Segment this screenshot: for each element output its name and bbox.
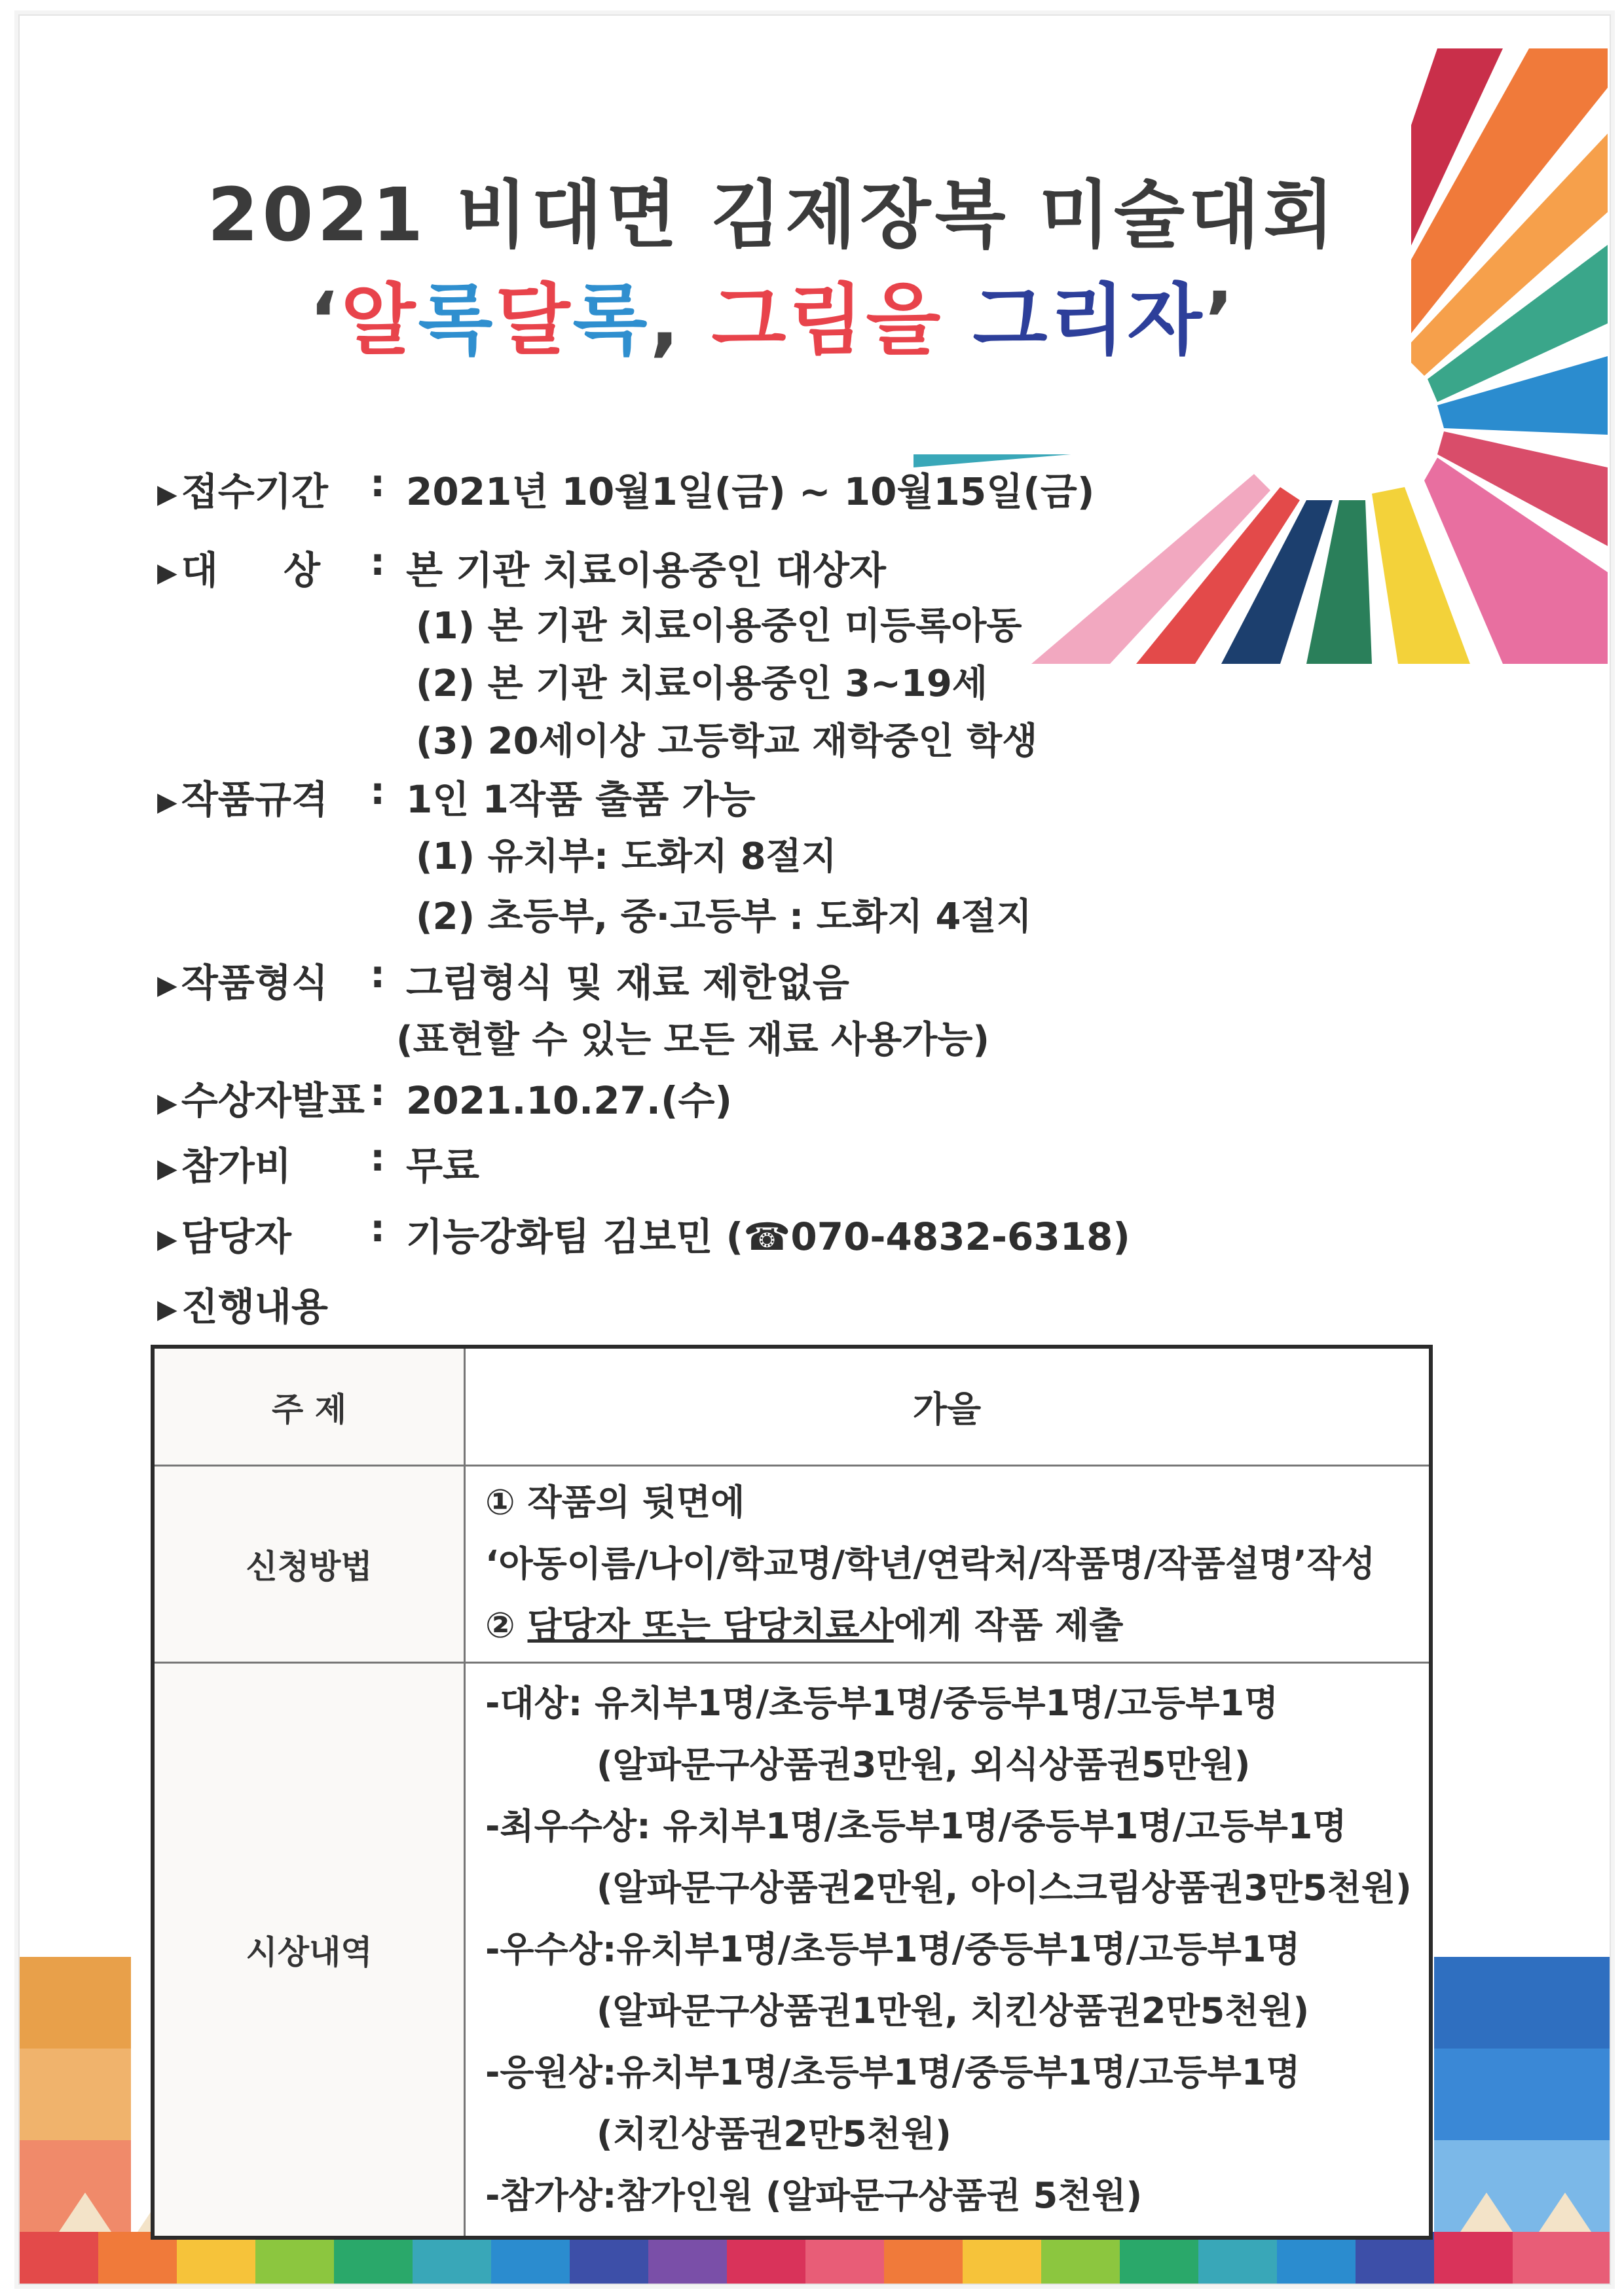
info-label: 참가비 — [181, 1144, 291, 1188]
info-format-note: (표현할 수 있는 모든 재료 사용가능) — [396, 1019, 990, 1061]
apply-mark: ② — [485, 1605, 528, 1646]
right-triangle-icon: ▶ — [157, 1224, 177, 1254]
right-triangle-icon: ▶ — [157, 557, 177, 588]
right-triangle-icon: ▶ — [157, 479, 177, 509]
subtitle-segment: 그리자 — [972, 275, 1205, 365]
award-line: (치킨상품권2만5천원) — [597, 2113, 951, 2155]
info-target-item-2: (2) 본 기관 치료이용중인 3~19세 — [416, 663, 987, 705]
info-value: 2021년 10월1일(금) ~ 10월15일(금) — [406, 469, 1095, 514]
subtitle-segment: 록 — [418, 275, 496, 365]
info-label: 작품규격 — [181, 777, 328, 822]
info-colon: : — [370, 539, 386, 584]
info-colon: : — [370, 461, 386, 505]
apply-header: 신청방법 — [153, 1466, 465, 1663]
award-line: -대상: 유치부1명/초등부1명/중등부1명/고등부1명 — [485, 1683, 1279, 1724]
subtitle-segment: 달 — [495, 275, 573, 365]
info-value: 무료 — [406, 1144, 480, 1188]
info-label: 작품형식 — [181, 960, 328, 1005]
contest-details-table — [151, 1345, 1433, 2240]
awards-content — [465, 1663, 1431, 2238]
poster-page — [18, 14, 1611, 2285]
info-value: 2021.10.27.(수) — [406, 1078, 732, 1123]
right-triangle-icon: ▶ — [157, 970, 177, 1000]
right-triangle-icon: ▶ — [157, 1087, 177, 1118]
table-row — [153, 1347, 1431, 1466]
subtitle-segment: , — [650, 275, 712, 365]
subtitle-segment: ’ — [1204, 275, 1237, 365]
award-line: -응원상:유치부1명/초등부1명/중등부1명/고등부1명 — [485, 2052, 1301, 2093]
info-colon: : — [370, 1206, 386, 1250]
award-line: -우수상:유치부1명/초등부1명/중등부1명/고등부1명 — [485, 1929, 1301, 1970]
info-label: 대 상 — [181, 548, 347, 592]
info-value: 본 기관 치료이용중인 대상자 — [406, 548, 886, 592]
page-title: 2021 비대면 김제장복 미술대회 — [207, 173, 1338, 258]
info-target-item-3: (3) 20세이상 고등학교 재학중인 학생 — [416, 720, 1038, 763]
award-line: (알파문구상품권1만원, 치킨상품권2만5천원) — [597, 1990, 1310, 2032]
apply-line-2: ‘아동이름/나이/학교명/학년/연락처/작품명/작품설명’작성 — [485, 1543, 1376, 1584]
page-subtitle — [20, 258, 1526, 369]
apply-rest: 에게 작품 제출 — [893, 1605, 1124, 1646]
subtitle-segment: ‘ — [308, 275, 341, 365]
info-spec-item-2: (2) 초등부, 중·고등부 : 도화지 4절지 — [416, 896, 1032, 938]
info-target-item-1: (1) 본 기관 치료이용중인 미등록아동 — [416, 605, 1022, 647]
right-triangle-icon: ▶ — [157, 1294, 177, 1324]
info-label: 진행내용 — [181, 1285, 328, 1329]
table-row — [153, 1663, 1431, 2238]
right-triangle-icon: ▶ — [157, 1153, 177, 1184]
award-line: (알파문구상품권2만원, 아이스크림상품권3만5천원) — [597, 1867, 1412, 1908]
apply-underlined: 담당자 또는 담당치료사 — [527, 1605, 894, 1646]
subtitle-segment: 그림을 — [711, 275, 944, 365]
info-colon: : — [370, 1135, 386, 1180]
info-value: 기능강화팀 김보민 (☎070-4832-6318) — [406, 1214, 1130, 1259]
theme-header: 주 제 — [153, 1347, 465, 1466]
apply-line-3 — [485, 1595, 1428, 1656]
info-colon: : — [370, 952, 386, 996]
subtitle-segment: 알 — [341, 275, 418, 365]
info-colon: : — [370, 769, 386, 813]
right-triangle-icon: ▶ — [157, 786, 177, 817]
subtitle-segment — [943, 275, 972, 365]
subtitle-segment: 록 — [572, 275, 650, 365]
info-colon: : — [370, 1070, 386, 1114]
info-value: 그림형식 및 재료 제한없음 — [406, 960, 849, 1005]
apply-content — [465, 1466, 1431, 1663]
table-row — [153, 1466, 1431, 1663]
theme-value: 가을 — [465, 1347, 1431, 1466]
info-label: 담당자 — [181, 1214, 291, 1259]
awards-header: 시상내역 — [153, 1663, 465, 2238]
info-value: 1인 1작품 출품 가능 — [406, 777, 756, 822]
info-label: 접수기간 — [181, 469, 328, 514]
apply-line-1: ① 작품의 뒷면에 — [485, 1482, 745, 1523]
award-line: (알파문구상품권3만원, 외식상품권5만원) — [597, 1744, 1251, 1785]
award-line: -참가상:참가인원 (알파문구상품권 5천원) — [485, 2175, 1143, 2216]
info-spec-item-1: (1) 유치부: 도화지 8절지 — [416, 835, 837, 878]
award-line: -최우수상: 유치부1명/초등부1명/중등부1명/고등부1명 — [485, 1806, 1347, 1847]
info-label: 수상자발표 — [181, 1078, 365, 1123]
